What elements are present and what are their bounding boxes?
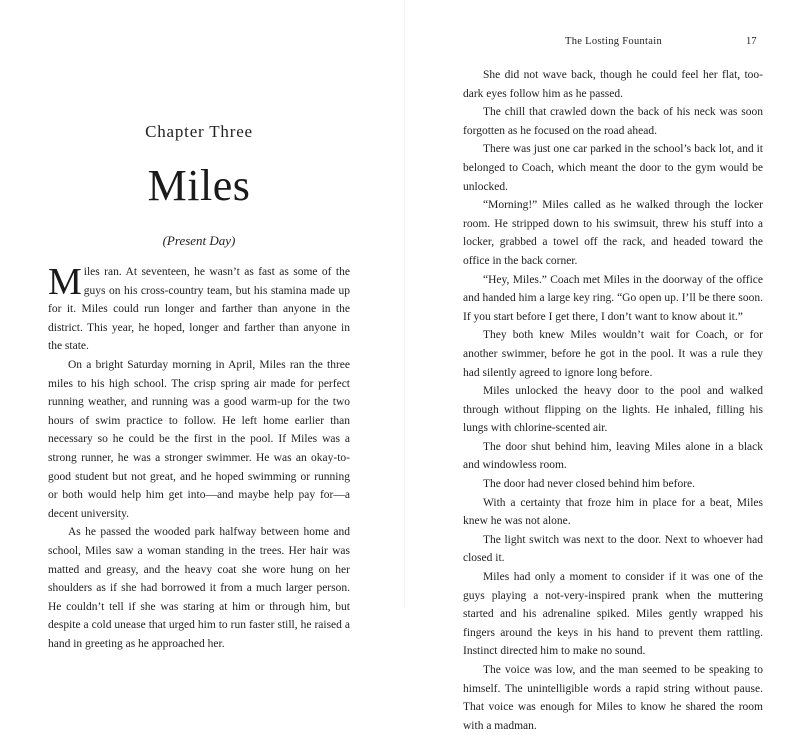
paragraph (48, 263, 350, 356)
left-body-text (48, 263, 350, 653)
paragraph: As he passed the wooded park halfway between home and school, Miles saw a woman standing in the trees. Her hair was matted and greasy, and the heavy coat she wore hung on her shoulders as if she had borrowed it from a much larger person. He couldn’t tell if she was staring at him or through him, but despite a cold unease that urged him to run faster still, he raised a hand in greeting as he approached her. (48, 526, 350, 650)
paragraph: On a bright Saturday morning in April, Miles ran the three miles to his high school. The crisp spring air made for perfect running weather, and running was a good warm-up for the two hours of swim practice to follow. He left home earlier than necessary so he could be the first in the pool. If Miles was a strong runner, he was a stronger swimmer. He was an okay-to-good student but not great, and he hoped swimming or running or both would help him get into—and maybe help pay for—a decent university. (48, 358, 350, 520)
chapter-subtitle: (Present Day) (162, 233, 236, 248)
paragraph: With a certainty that froze him in place for a beat, Miles knew he was not alone. (463, 496, 763, 528)
left-page (0, 0, 405, 650)
paragraph-text: iles ran. At seventeen, he wasn’t as fast as some of the guys on his cross-country team, but his stamina made up for it. Miles could run longer and farther than anyone in the district. This year, he hoped, longer and farther than anyone in the state. (48, 266, 350, 353)
paragraph: The light switch was next to the door. Next to whoever had closed it. (463, 533, 763, 565)
drop-cap: M (48, 261, 82, 303)
chapter-label: Chapter Three (145, 122, 253, 141)
running-head: The Losting Fountain (565, 36, 662, 47)
paragraph: “Morning!” Miles called as he walked through the locker room. He stripped down to his swimsuit, threw his stuff into a locker, grabbed a towel off the rack, and headed toward the office in the back corner. (463, 199, 763, 267)
paragraph: “Hey, Miles.” Coach met Miles in the doorway of the office and handed him a large key ring. “Go open up. I’ll be there soon. If you start before I get there, I don’t want to know about it.” (463, 273, 763, 323)
paragraph: The voice was low, and the man seemed to be speaking to himself. The unintelligible words a rapid string without pause. That voice was enough for Miles to know he shared the room with a madman. (463, 664, 763, 732)
paragraph: The door had never closed behind him before. (483, 478, 696, 491)
paragraph: The chill that crawled down the back of his neck was soon forgotten as he focused on the road ahead. (463, 106, 763, 137)
right-body-text (463, 66, 763, 735)
paragraph: There was just one car parked in the school’s back lot, and it belonged to Coach, which meant the door to the gym would be unlocked. (463, 143, 763, 193)
paragraph: She did not wave back, though he could feel her flat, too-dark eyes follow him as he passed. (463, 69, 763, 100)
chapter-title: Miles (147, 161, 251, 210)
paragraph: The door shut behind him, leaving Miles alone in a black and windowless room. (463, 440, 763, 472)
paragraph: They both knew Miles wouldn’t wait for Coach, or for another swimmer, before he got in the pool. It was a rule they had silently agreed to ignore long before. (463, 329, 763, 379)
paragraph: Miles unlocked the heavy door to the pool and walked through without flipping on the lights. He inhaled, filling his lungs with chlorine-scented air. (463, 385, 763, 435)
page-number: 17 (746, 36, 757, 47)
right-page (405, 0, 810, 732)
paragraph: Miles had only a moment to consider if it was one of the guys playing a not-very-inspired prank when the muttering started and his adrenaline spiked. Miles gently wrapped his fingers around the keys in his hand to prevent them rattling. Instinct directed him to make no sound. (463, 571, 763, 658)
